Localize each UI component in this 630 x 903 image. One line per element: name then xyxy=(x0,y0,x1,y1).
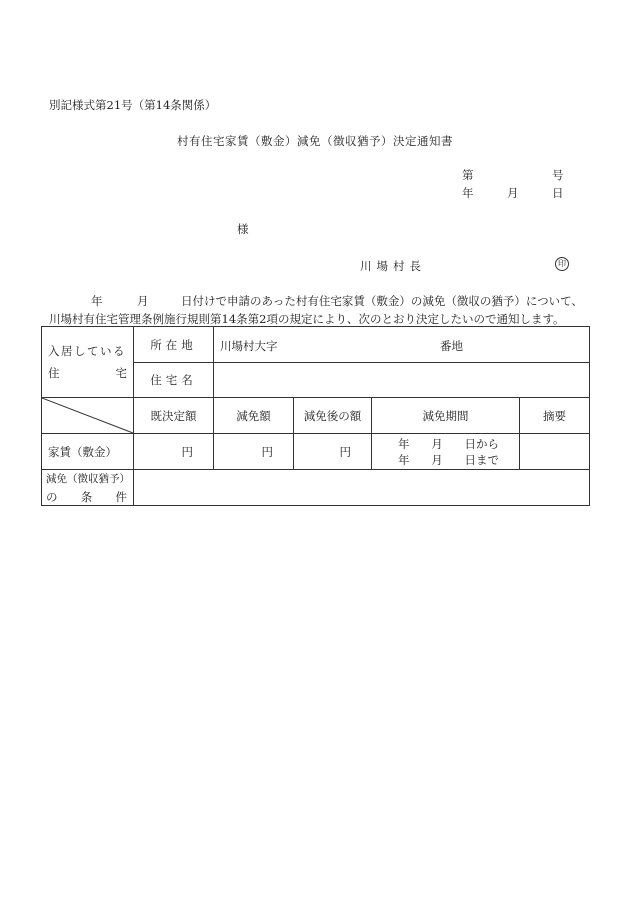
diagonal-corner-cell xyxy=(42,398,134,434)
decided-amount-cell[interactable] xyxy=(134,434,214,470)
conditions-no: の xyxy=(46,489,58,504)
housing-label-ju: 住 xyxy=(48,366,60,380)
date-year: 年 xyxy=(462,186,474,200)
housing-label-taku: 宅 xyxy=(115,366,127,380)
conditions-value[interactable] xyxy=(134,470,590,506)
period-to-month: 月 xyxy=(431,452,443,467)
col-header-decided-amount: 既決定額 xyxy=(134,398,214,434)
diagonal-line xyxy=(42,398,133,433)
period-cell[interactable] xyxy=(372,434,520,470)
col-header-reduction-amount: 減免額 xyxy=(214,398,294,434)
body-line-2: 川場村有住宅管理条例施行規則第14条第2項の規定により、次のとおり決定したいので通知します。 xyxy=(49,312,565,326)
seal-mark: 印 xyxy=(555,257,569,271)
period-from-month: 月 xyxy=(431,436,443,451)
body-month: 月 xyxy=(137,294,149,308)
period-from-year: 年 xyxy=(398,436,410,451)
body-line-1-text: 日付けで申請のあった村有住宅家賃（敷金）の減免（徴収の猶予）について、 xyxy=(181,294,583,308)
after-amount-cell[interactable] xyxy=(294,434,372,470)
yen-unit: 円 xyxy=(339,444,351,459)
conditions-label-cell xyxy=(42,470,134,506)
rent-label: 家賃（敷金） xyxy=(42,434,134,470)
col-header-period: 減免期間 xyxy=(372,398,520,434)
document-title: 村有住宅家賃（敷金）減免（徴収猶予）決定通知書 xyxy=(177,134,453,148)
housing-label-cell xyxy=(42,327,134,398)
housing-label-line-1: 入居している xyxy=(48,344,126,358)
house-name-value[interactable] xyxy=(214,363,590,398)
banchi-label: 番地 xyxy=(440,339,463,353)
period-from-day: 日から xyxy=(464,436,499,451)
location-value-cell[interactable] xyxy=(214,327,590,363)
yen-unit: 円 xyxy=(261,444,273,459)
date-day: 日 xyxy=(552,186,564,200)
col-header-after-amount: 減免後の額 xyxy=(294,398,372,434)
form-number: 別記様式第21号（第14条関係） xyxy=(49,98,217,112)
col-header-remarks: 摘要 xyxy=(520,398,590,434)
period-to-day: 日まで xyxy=(464,452,499,467)
conditions-ken: 件 xyxy=(115,489,127,504)
number-dai: 第 xyxy=(462,168,474,182)
period-from-line xyxy=(372,436,519,452)
reduction-amount-cell[interactable] xyxy=(214,434,294,470)
housing-label-line-2 xyxy=(48,365,127,381)
conditions-label-line-2 xyxy=(46,489,127,505)
addressee-suffix: 様 xyxy=(237,222,249,236)
number-go: 号 xyxy=(552,168,564,182)
conditions-label-line-1: 減免（徴収猶予） xyxy=(46,472,130,485)
period-to-line xyxy=(372,452,519,468)
issuer-name: 川場村長 xyxy=(360,259,426,273)
period-to-year: 年 xyxy=(398,452,410,467)
date-month: 月 xyxy=(507,186,519,200)
location-value: 川場村大字 xyxy=(220,339,278,353)
house-name-label: 住宅名 xyxy=(134,363,214,398)
yen-unit: 円 xyxy=(181,444,193,459)
remarks-cell[interactable] xyxy=(520,434,590,470)
conditions-jou: 条 xyxy=(80,489,93,504)
decision-table xyxy=(41,326,590,506)
location-label: 所在地 xyxy=(134,327,214,363)
body-year: 年 xyxy=(91,294,103,308)
